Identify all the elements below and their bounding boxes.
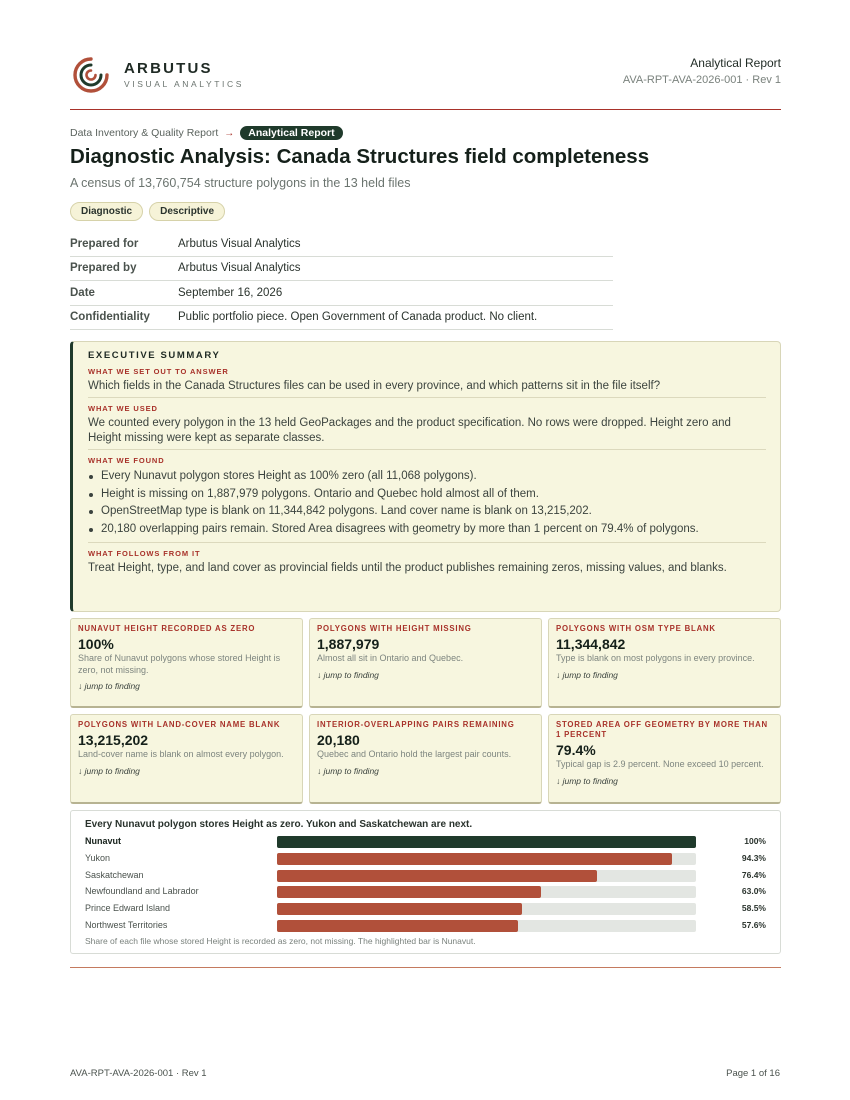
kpi-label: POLYGONS WITH LAND-COVER NAME BLANK [78,720,281,729]
kpi-card [548,714,781,804]
tag-diagnostic: Diagnostic [70,202,143,221]
bar-row [85,918,766,935]
bar-track [277,870,696,882]
kpi-value: 100% [78,636,114,652]
brand-name: ARBUTUS [124,60,213,77]
finding-item: Every Nunavut polygon stores Height as 100% zero (all 11,068 polygons). [88,469,766,484]
metadata-value: September 16, 2026 [178,286,283,299]
kpi-card [309,618,542,708]
finding-item: Height is missing on 1,887,979 polygons. Ontario and Quebec hold almost all of them. [88,487,766,502]
section-text: Which fields in the Canada Structures files can be used in every province, and which patterns sit in the file itself? [88,380,661,392]
footer-document-id: AVA-RPT-AVA-2026-001 · Rev 1 [70,1068,207,1079]
metadata-row [70,306,613,331]
document-id: AVA-RPT-AVA-2026-001 · Rev 1 [622,74,781,86]
bar [277,853,672,865]
bar-row [85,901,766,918]
page-title: Diagnostic Analysis: Canada Structures field completeness [70,145,650,168]
bar-value-label: 94.3% [741,852,766,863]
kpi-card [548,618,781,708]
kpi-value: 79.4% [556,742,596,758]
finding-item: OpenStreetMap type is blank on 11,344,842 polygons. Land cover name is blank on 13,215,202. [88,504,766,519]
kpi-value: 11,344,842 [556,636,626,652]
bar-value-label: 58.5% [741,903,766,914]
metadata-row [70,257,613,282]
breadcrumb-parent[interactable]: Data Inventory & Quality Report [70,127,219,139]
bar-row [85,884,766,901]
chart-caption: Share of each file whose stored Height is recorded as zero, not missing. The highlighted bar is Nunavut. [85,935,476,946]
document-type: Analytical Report [690,56,781,70]
section-text: Treat Height, type, and land cover as provincial fields until the product publishes remaining zeros, missing values, and blanks. [88,562,727,574]
executive-summary-title: EXECUTIVE SUMMARY [88,350,221,361]
height-zero-chart [70,810,781,954]
bar [277,886,541,898]
metadata-key: Prepared for [70,237,139,250]
arbutus-logo-icon [72,56,110,94]
bar-category-label: Newfoundland and Labrador [85,886,199,897]
tag-list [70,202,225,221]
kpi-value: 20,180 [317,732,360,748]
report-header [70,52,781,110]
summary-section-sources [88,404,766,450]
bar-row [85,834,766,851]
breadcrumb-current: Analytical Report [240,126,342,140]
section-label: WHAT WE USED [88,404,158,413]
bar [277,836,696,848]
breadcrumb [70,126,343,140]
document-info [623,56,781,86]
bar-category-label: Saskatchewan [85,869,144,880]
findings-list [88,469,766,537]
jump-to-finding-link[interactable]: ↓ jump to finding [556,669,618,680]
metadata-row [70,232,613,257]
summary-section-question [88,367,766,398]
metadata-value: Public portfolio piece. Open Government of Canada product. No client. [178,311,538,324]
kpi-description: Typical gap is 2.9 percent. None exceed 10 percent. [556,759,764,769]
metadata-key: Confidentiality [70,311,150,324]
metadata-value: Arbutus Visual Analytics [178,262,301,275]
section-text: We counted every polygon in the 13 held GeoPackages and the product specification. No rows were dropped. Height zero and Height missing were kept as separate classes. [88,417,731,444]
metadata-key: Date [70,286,95,299]
bar-track [277,886,696,898]
section-divider [70,967,781,968]
bar-value-label: 63.0% [741,886,766,897]
kpi-description: Quebec and Ontario hold the largest pair counts. [317,749,512,759]
jump-to-finding-link[interactable]: ↓ jump to finding [556,775,618,786]
metadata-table [70,232,613,330]
jump-to-finding-link[interactable]: ↓ jump to finding [317,669,379,680]
kpi-label: STORED AREA OFF GEOMETRY BY MORE THAN 1 PERCENT [556,720,768,739]
section-label: WHAT FOLLOWS FROM IT [88,549,201,558]
summary-section-findings [88,456,766,543]
kpi-card [70,618,303,708]
page-subtitle: A census of 13,760,754 structure polygons in the 13 held files [70,176,411,190]
bar-value-label: 57.6% [741,919,766,930]
bar-track [277,920,696,932]
arrow-right-icon: → [224,127,235,139]
brand [124,60,244,89]
bar-value-label: 76.4% [741,869,766,880]
kpi-value: 1,887,979 [317,636,380,652]
kpi-grid [70,618,781,804]
footer-page-number: Page 1 of 16 [726,1068,780,1079]
bar-track [277,853,696,865]
bar [277,870,597,882]
jump-to-finding-link[interactable]: ↓ jump to finding [317,765,379,776]
bar-track [277,836,696,848]
bar-category-label: Prince Edward Island [85,903,171,914]
metadata-row [70,281,613,306]
chart-title: Every Nunavut polygon stores Height as zero. Yukon and Saskatchewan are next. [85,819,473,830]
kpi-label: INTERIOR-OVERLAPPING PAIRS REMAINING [317,720,515,729]
bar-category-label: Nunavut [85,836,121,846]
kpi-label: POLYGONS WITH OSM TYPE BLANK [556,624,716,633]
jump-to-finding-link[interactable]: ↓ jump to finding [78,681,140,691]
kpi-card [70,714,303,804]
brand-subtitle: VISUAL ANALYTICS [124,79,245,89]
metadata-key: Prepared by [70,262,137,275]
finding-item: 20,180 overlapping pairs remain. Stored Area disagrees with geometry by more than 1 percent on 79.4% of polygons. [88,522,766,537]
kpi-card [309,714,542,804]
section-label: WHAT WE SET OUT TO ANSWER [88,367,229,376]
kpi-description: Type is blank on most polygons in every province. [556,653,755,663]
metadata-value: Arbutus Visual Analytics [178,237,301,250]
kpi-description: Almost all sit in Ontario and Quebec. [317,653,464,663]
bar-row [85,868,766,885]
kpi-label: POLYGONS WITH HEIGHT MISSING [317,624,472,633]
bar-track [277,903,696,915]
bar-category-label: Yukon [85,852,111,863]
kpi-value: 13,215,202 [78,732,149,748]
bar-category-label: Northwest Territories [85,919,168,930]
kpi-description: Share of Nunavut polygons whose stored Height is zero, not missing. [78,653,281,675]
bar [277,920,518,932]
bar-value-label: 100% [744,836,766,846]
kpi-description: Land-cover name is blank on almost every polygon. [78,749,284,759]
summary-section-implications [88,549,766,579]
jump-to-finding-link[interactable]: ↓ jump to finding [78,765,140,776]
executive-summary [70,341,781,612]
bar [277,903,522,915]
bar-row [85,851,766,868]
bar-list [85,834,766,935]
kpi-label: NUNAVUT HEIGHT RECORDED AS ZERO [78,624,256,633]
section-label: WHAT WE FOUND [88,456,165,465]
tag-descriptive: Descriptive [149,202,225,221]
